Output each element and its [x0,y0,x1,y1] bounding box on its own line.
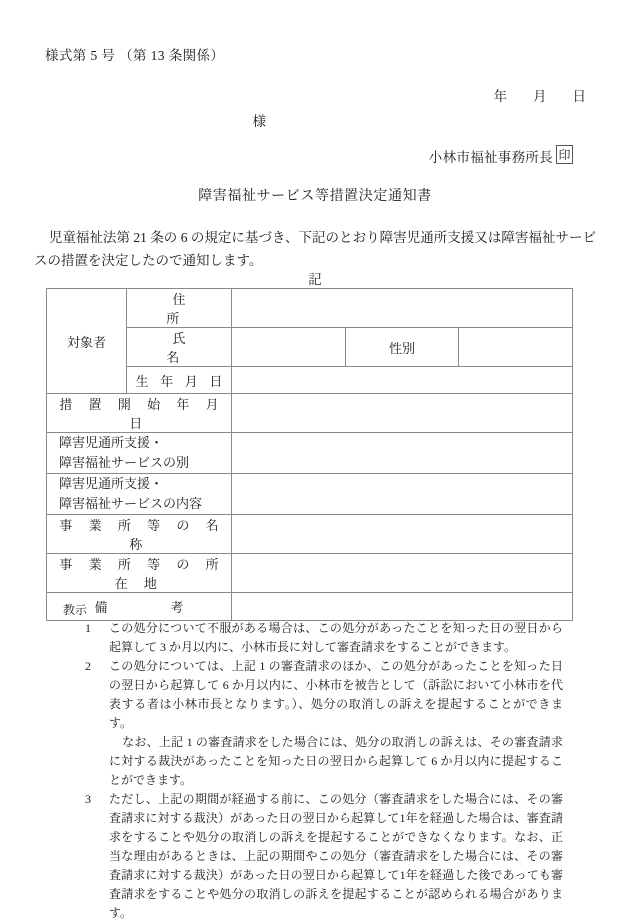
birthdate-label-text: 生 年 月 日 [135,373,227,389]
date-line [0,85,586,105]
table-row-service-type [47,433,573,474]
notice-item-text-sub: なお、上記 1 の審査請求をした場合には、処分の取消しの訴えは、その審査請求に対する裁決があったことを知った日の翌日から起算して 6 か月以内に提起することができます。 [109,735,563,787]
subject-group-label [47,289,127,394]
ki-mark: 記 [308,272,322,287]
notice-item-number: 1 [85,621,91,635]
start-date-label-text: 措 置 開 始 年 月 日 [59,397,226,431]
issuer-name: 小林市福祉事務所長 [428,150,553,165]
decision-details-table [46,288,573,621]
service-type-value[interactable] [232,433,573,474]
office-name-value[interactable] [232,515,573,554]
office-name-label-text: 事 業 所 等 の 名 称 [59,518,226,552]
name-label-text: 氏 名 [166,331,249,365]
subject-group-label-text: 対象者 [66,334,106,350]
office-address-value[interactable] [232,554,573,593]
service-type-label [47,433,232,474]
sex-label [345,328,459,367]
body-paragraph-text: 児童福祉法第 21 条の 6 の規定に基づき、下記のとおり障害児通所支援又は障害福祉サービスの措置を決定したので通知します。 [34,230,596,268]
office-address-label-text: 事 業 所 等 の 所 在 地 [59,557,226,591]
service-type-label-line2: 障害福祉サービスの別 [59,455,190,470]
service-content-label-line2: 障害福祉サービスの内容 [59,496,203,511]
notice-item-text: ただし、上記の期間が経過する前に、この処分（審査請求をした場合には、その審査請求に対する裁決）があった日の翌日から起算して1年を経過した場合は、審査請求をすることや処分の取消しの訴えを提起することができなくなります。なお、正当な理由があるときは、上記の期間やこの処分（審査請求をした場合には、その審査請求に対する裁決）があった日の翌日から起算して1年を経過した後であっても審査請求をすることや処分の取消しの訴えを提起することが認められる場合があります。 [109,792,563,920]
service-content-label-line1: 障害児通所支援・ [59,476,164,491]
office-name-label [47,515,232,554]
birthdate-value[interactable] [232,367,573,394]
office-address-label [47,554,232,593]
sex-value[interactable] [459,328,573,367]
notice-heading: 教示 [63,603,88,617]
notice-item [85,619,563,657]
notice-item [85,657,563,790]
start-date-label [47,394,232,433]
notice-item-text [109,657,563,790]
remarks-label-text: 備 考 [94,600,196,615]
notice-item-number: 2 [85,659,91,673]
name-value[interactable] [232,328,346,367]
table-row-office-address [47,554,573,593]
seal-stamp-box: 印 [556,145,573,164]
date-day-label: 日 [572,89,586,104]
date-year-label: 年 [493,89,507,104]
notice-item-text-main: この処分については、上記 1 の審査請求のほか、この処分があったことを知った日の翌日から起算して 6 か月以内に、小林市を被告として（訴訟において小林市を代表する者は小林市長となります。）、処分の取消しの訴えを提起することができます。 [109,659,563,730]
birthdate-label [127,367,232,394]
date-month-label: 月 [533,89,547,104]
start-date-value[interactable] [232,394,573,433]
notice-item-number: 3 [85,792,91,806]
notice-item [85,790,563,923]
table-row-service-content [47,474,573,515]
table-row-address [47,289,573,328]
recipient-honorific: 様 [252,114,266,129]
address-value[interactable] [232,289,573,328]
address-label [127,289,249,328]
notice-section [63,601,563,923]
sex-label-text: 性別 [388,340,415,356]
service-content-label [47,474,232,515]
address-label-text: 住 所 [166,292,249,326]
table-row-start-date [47,394,573,433]
service-type-label-line1: 障害児通所支援・ [59,435,164,450]
service-content-value[interactable] [232,474,573,515]
form-number: 様式第 5 号 （第 13 条関係） [45,48,225,63]
notice-item-text: この処分について不服がある場合は、この処分があったことを知った日の翌日から起算して 3 か月以内に、小林市長に対して審査請求をすることができます。 [109,621,563,654]
table-row-office-name [47,515,573,554]
name-label [127,328,249,367]
page-title: 障害福祉サービス等措置決定通知書 [198,189,432,204]
body-paragraph [34,226,596,272]
